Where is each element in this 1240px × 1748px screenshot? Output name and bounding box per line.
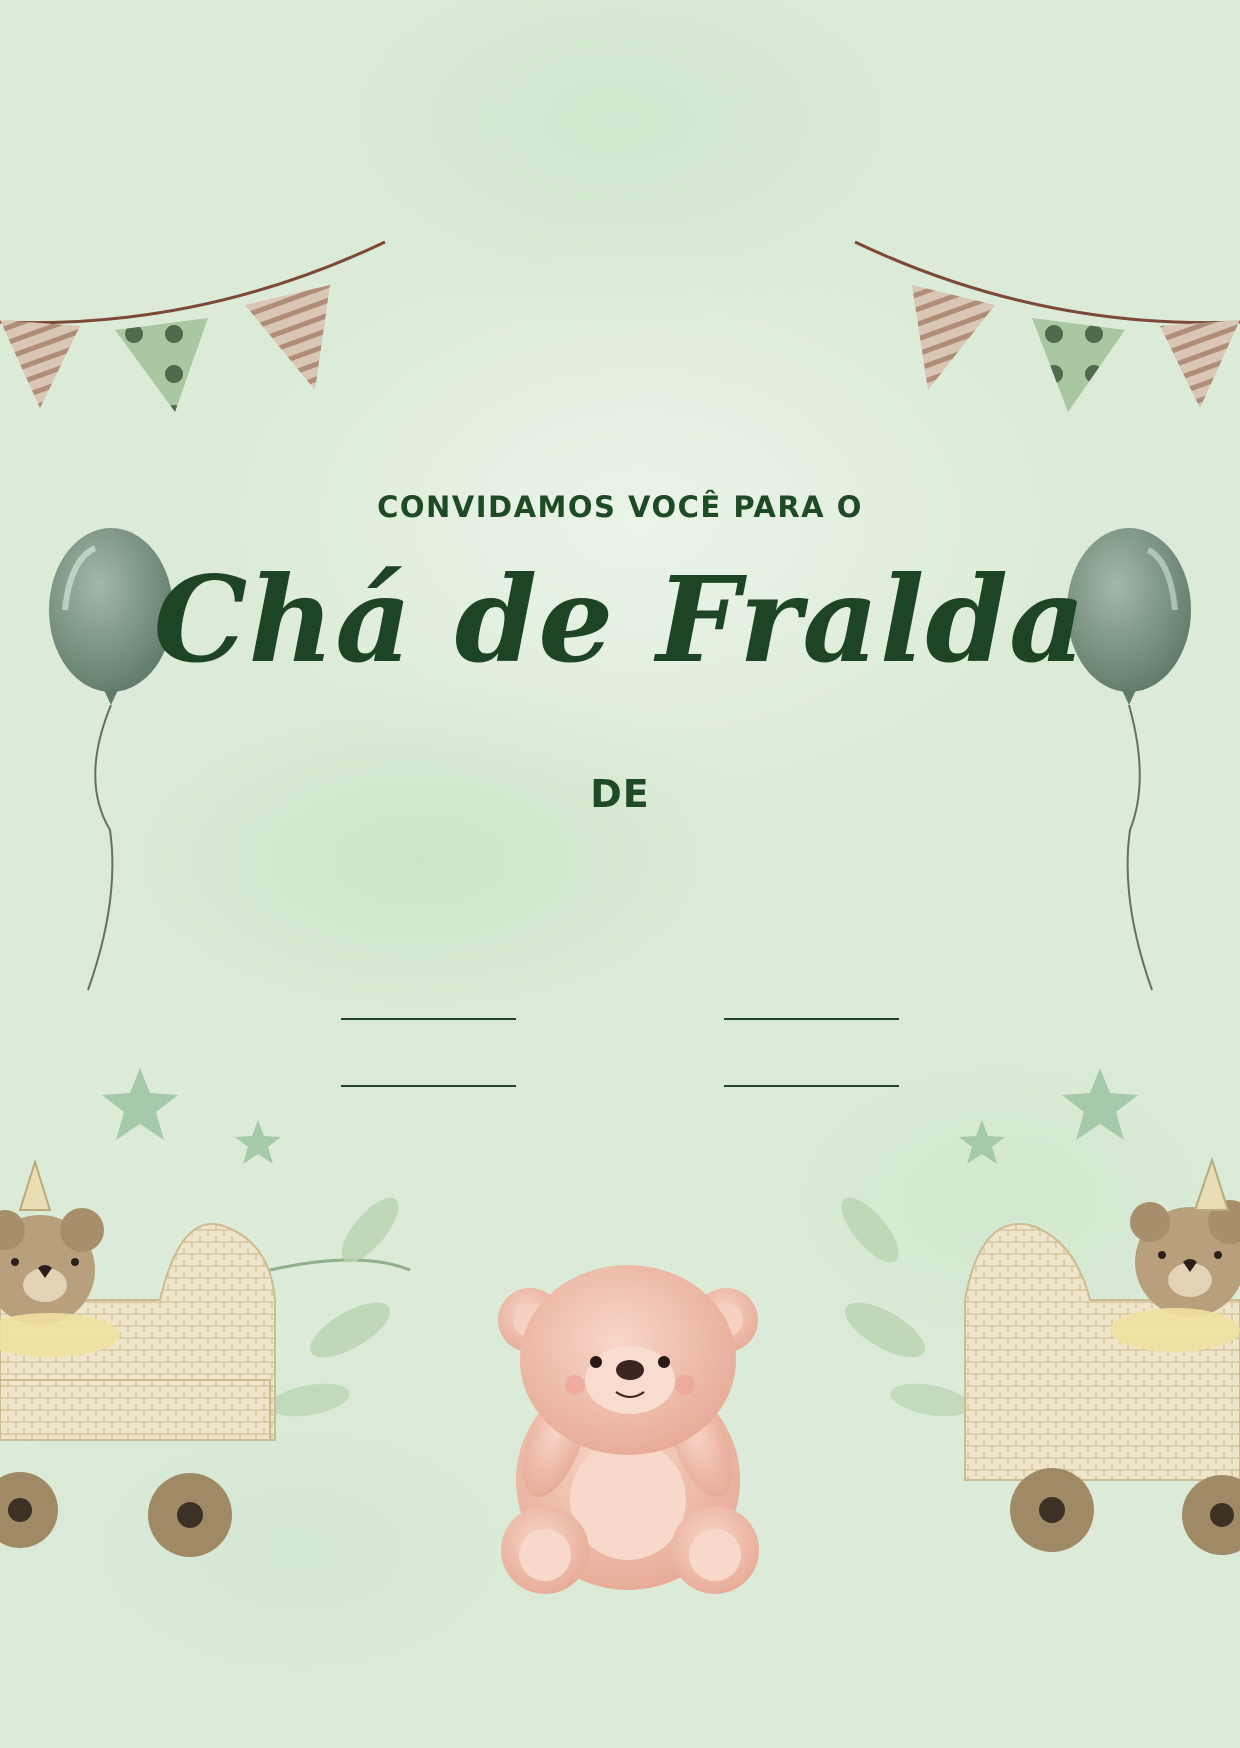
basket-cart-right-icon: [832, 1160, 1240, 1555]
blank-line: [341, 1085, 516, 1087]
blank-line: [341, 1018, 516, 1020]
blank-line: [724, 1085, 899, 1087]
event-title: Chá de Fralda: [153, 550, 1087, 689]
bunting-right-icon: [855, 242, 1240, 412]
pink-teddy-bear-icon: [498, 1265, 759, 1594]
bunting-left-icon: [0, 242, 385, 412]
blank-line: [724, 1018, 899, 1020]
invite-intro: CONVIDAMOS VOCÊ PARA O: [377, 490, 863, 524]
connector-text: DE: [590, 772, 650, 816]
stars-icon: [102, 1068, 1138, 1164]
basket-cart-left-icon: [0, 1162, 410, 1557]
